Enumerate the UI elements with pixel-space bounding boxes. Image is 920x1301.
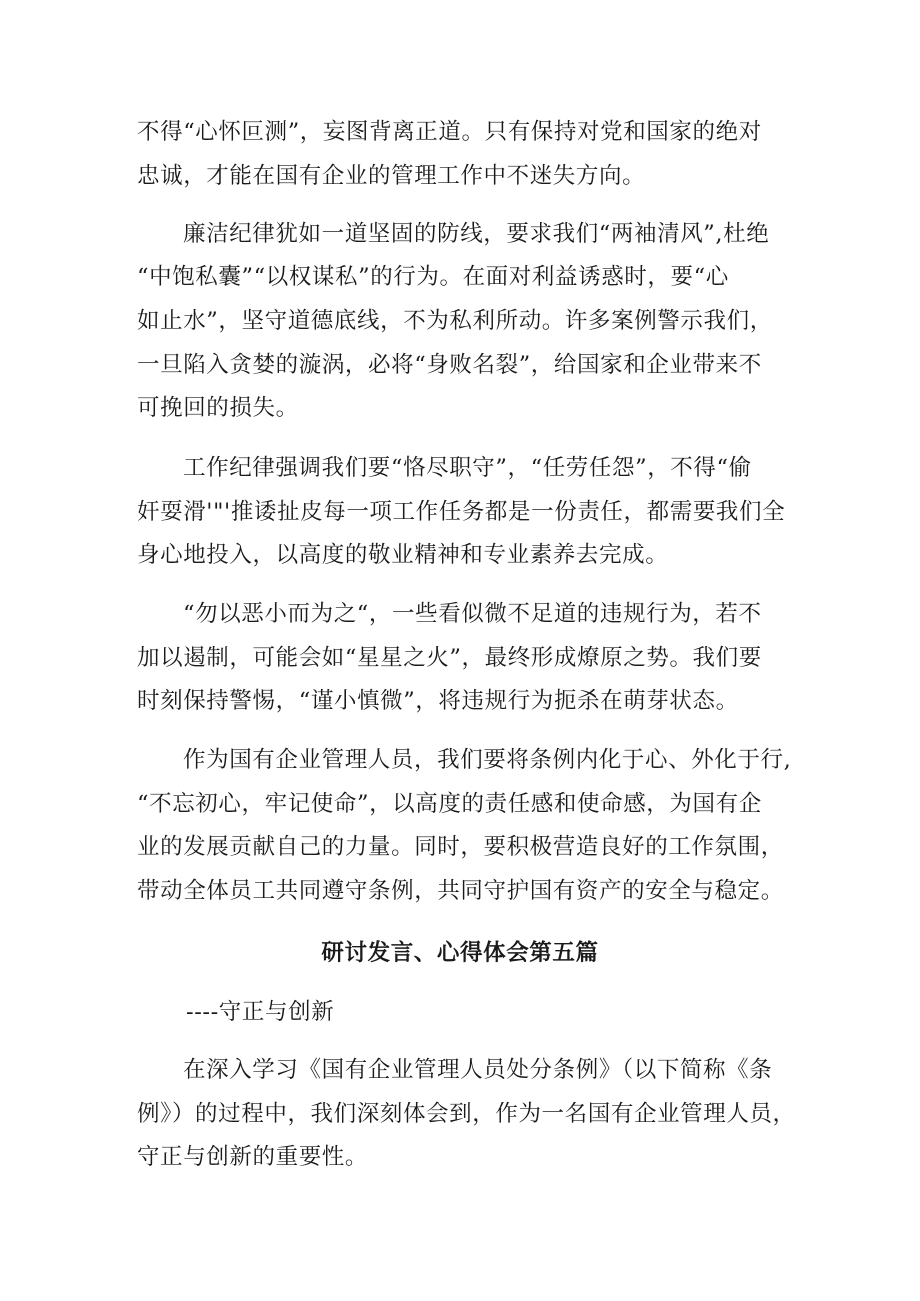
section-heading: 研讨发言、心得体会第五篇 [321,940,599,966]
paragraph-line: 守正与创新的重要性。 [137,1144,369,1170]
paragraph-line: “中饱私囊”“以权谋私”的行为。在面对利益诱惑时，要“心 [137,264,729,290]
paragraph-line: “勿以恶小而为之“，一些看似微不足道的违规行为，若不 [183,601,762,627]
paragraph-line: 奸耍滑'"'推诿扯皮每一项工作任务都是一份责任，都需要我们全 [137,499,786,525]
paragraph-line: 不得“心怀叵测”，妄图背离正道。只有保持对党和国家的绝对 [137,119,762,145]
paragraph-line: 忠诚，才能在国有企业的管理工作中不迷失方向。 [137,163,646,189]
paragraph-line: 在深入学习《国有企业管理人员处分条例》（以下简称《条 [183,1057,773,1083]
paragraph-line: 作为国有企业管理人员，我们要将条例内化于心、外化于行, [183,747,792,773]
paragraph-line: 可挽回的损失。 [137,395,299,421]
paragraph-line: 如止水”，坚守道德底线，不为私利所动。许多案例警示我们， [137,308,773,334]
paragraph-line: 业的发展贡献自己的力量。同时，要积极营造良好的工作氛围， [137,834,784,860]
paragraph-line: 带动全体员工共同遵守条例，共同守护国有资产的安全与稳定。 [137,878,784,904]
paragraph-line: 例》）的过程中，我们深刻体会到，作为一名国有企业管理人员， [137,1101,796,1127]
paragraph-line: 时刻保持警惕，“谨小慎微”，将违规行为扼杀在萌芽状态。 [137,688,739,714]
paragraph-line: “不忘初心，牢记使命”，以高度的责任感和使命感，为国有企 [137,791,762,817]
paragraph-line: 身心地投入，以高度的敬业精神和专业素养去完成。 [137,542,669,568]
paragraph-line: 加以遏制，可能会如“星星之火”，最终形成燎原之势。我们要 [137,645,762,671]
paragraph-line: 工作纪律强调我们要“恪尽职守”，“任劳任怨”，不得“偷 [183,455,752,481]
paragraph-line: 廉洁纪律犹如一道坚固的防线，要求我们“两袖清风”,杜绝 [183,221,770,247]
paragraph-line: 一旦陷入贪婪的漩涡，必将“身败名裂”，给国家和企业带来不 [137,352,762,378]
subtitle: ----守正与创新 [186,999,335,1025]
